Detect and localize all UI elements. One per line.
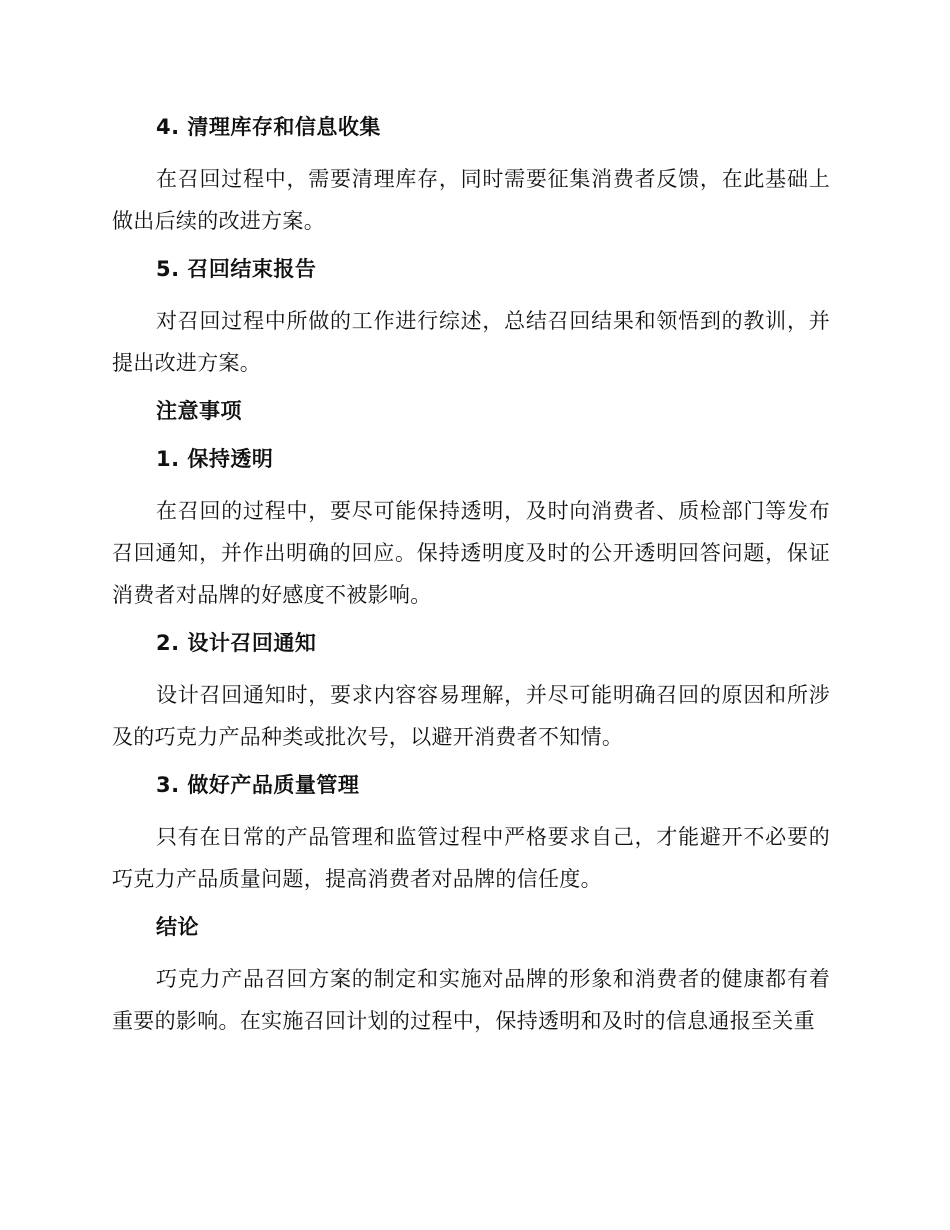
section-heading-quality-management: 3. 做好产品质量管理 [156,773,360,797]
section-heading-conclusion: 结论 [156,915,199,939]
section-heading-recall-notice: 2. 设计召回通知 [156,631,317,655]
section-heading-recall-report: 5. 召回结束报告 [156,257,317,281]
paragraph-conclusion: 巧克力产品召回方案的制定和实施对品牌的形象和消费者的健康都有着重要的影响。在实施召回计划的过程中，保持透明和及时的信息通报至关重 [112,967,830,1033]
paragraph-quality-management: 只有在日常的产品管理和监管过程中严格要求自己，才能避开不必要的巧克力产品质量问题，提高消费者对品牌的信任度。 [112,825,830,891]
section-heading-clear-inventory: 4. 清理库存和信息收集 [156,115,381,139]
paragraph-transparency: 在召回的过程中，要尽可能保持透明，及时向消费者、质检部门等发布召回通知，并作出明确的回应。保持透明度及时的公开透明回答问题，保证消费者对品牌的好感度不被影响。 [112,499,830,607]
paragraph-clear-inventory: 在召回过程中，需要清理库存，同时需要征集消费者反馈，在此基础上做出后续的改进方案。 [112,167,830,233]
paragraph-recall-notice: 设计召回通知时，要求内容容易理解，并尽可能明确召回的原因和所涉及的巧克力产品种类或批次号，以避开消费者不知情。 [112,683,830,749]
section-heading-transparency: 1. 保持透明 [156,447,274,471]
section-heading-notes: 注意事项 [156,399,242,423]
paragraph-recall-report: 对召回过程中所做的工作进行综述，总结召回结果和领悟到的教训，并提出改进方案。 [112,309,830,375]
document-body [112,110,830,1052]
